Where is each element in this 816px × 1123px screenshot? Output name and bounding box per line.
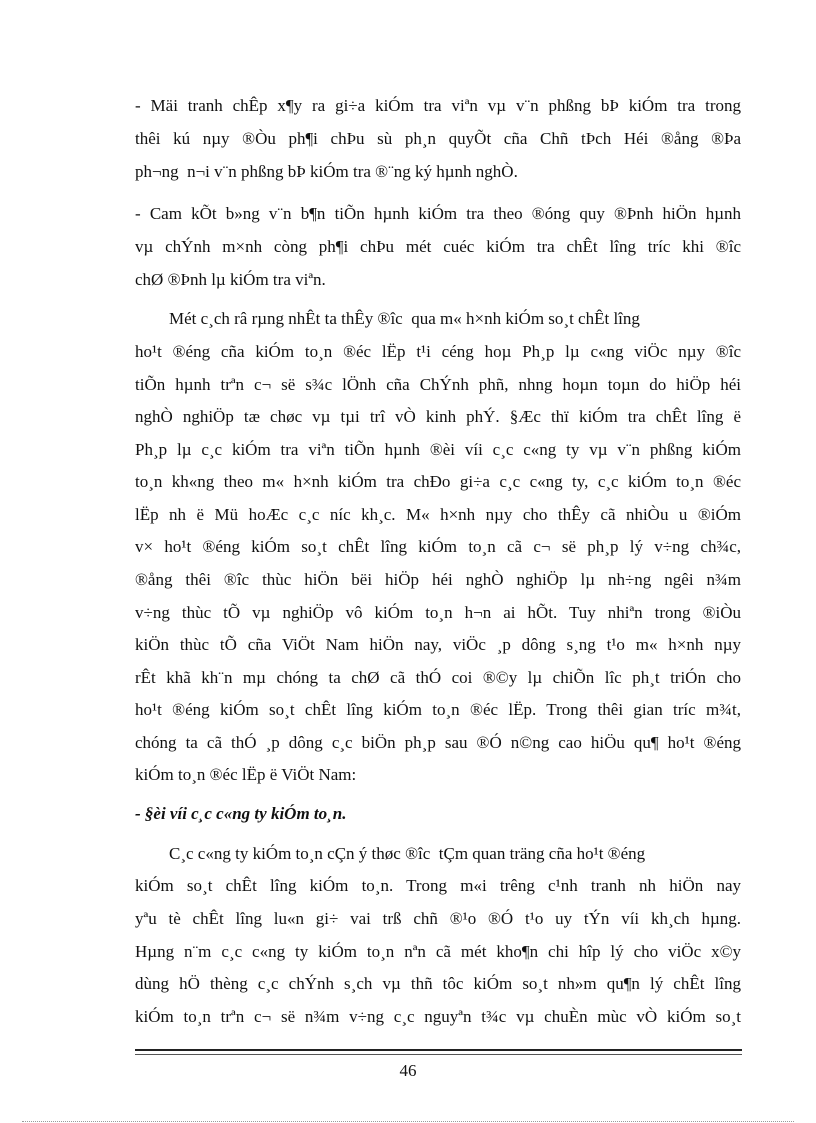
footer-rule-thin — [135, 1054, 742, 1055]
text-line: - Cam kÕt b»ng v¨n b¶n tiÕn hµnh kiÓm tra theo ®óng quy ®Þnh hiÖn hµnh — [135, 204, 741, 223]
text-line: nghÒ nghiÖp tæ chøc vµ tµi trî vÒ kinh phÝ. §Æc thï kiÓm tra chÊt lîng ë — [135, 407, 741, 426]
text-line: dùng hÖ thèng c¸c chÝnh s¸ch vµ thñ tôc kiÓm so¸t nh»m qu¶n lý chÊt lîng — [135, 974, 741, 993]
text-line: Mét c¸ch râ rµng nhÊt ta thÊy ®îc qua m« h×nh kiÓm so¸t chÊt lîng — [135, 309, 640, 328]
text-line: kiÓm to¸n ®éc lËp ë ViÖt Nam: — [135, 765, 357, 784]
text-line: chóng ta cã thÓ ¸p dông c¸c biÖn ph¸p sau ®Ó n©ng cao hiÖu qu¶ ho¹t ®éng — [135, 733, 741, 752]
text-line: lËp nh ë Mü hoÆc c¸c níc kh¸c. M« h×nh nµy cho thÊy cã nhiÒu u ®iÓm — [135, 505, 741, 524]
text-line: v× ho¹t ®éng kiÓm so¸t chÊt lîng kiÓm to¸n cã c¬ së ph¸p lý v÷ng ch¾c, — [135, 537, 741, 556]
text-line: tiÕn hµnh trªn c¬ së s¾c lÖnh cña ChÝnh phñ, nhng hoµn toµn do hiÖp héi — [135, 375, 741, 394]
text-line: rÊt khã kh¨n mµ chóng ta chØ cã thÓ coi ®©y lµ chiÕn lîc ph¸t triÓn cho — [135, 668, 741, 687]
text-line: Ph¸p lµ c¸c kiÓm tra viªn tiÕn hµnh ®èi víi c¸c c«ng ty vµ v¨n phßng kiÓm — [135, 440, 741, 459]
text-line: ph¬ng n¬i v¨n phßng bÞ kiÓm tra ®¨ng ký hµnh nghÒ. — [135, 162, 518, 181]
text-line: kiÓm so¸t chÊt lîng kiÓm to¸n. Trong m«i trêng c¹nh tranh nh hiÖn nay — [135, 876, 741, 895]
text-line: v÷ng thùc tÕ vµ nghiÖp vô kiÓm to¸n h¬n ai hÕt. Tuy nhiªn trong ®iÒu — [135, 603, 741, 622]
section-heading: - §èi víi c¸c c«ng ty kiÓm to¸n. — [135, 804, 347, 823]
text-line: kiÖn thùc tÕ cña ViÖt Nam hiÖn nay, viÖc ¸p dông s¸ng t¹o m« h×nh nµy — [135, 635, 741, 654]
text-line: C¸c c«ng ty kiÓm to¸n cÇn ý thøc ®îc tÇm quan träng cña ho¹t ®éng — [135, 844, 646, 863]
footer-rule — [135, 1049, 742, 1051]
page-bottom-border — [22, 1121, 794, 1122]
text-line: ®ång thêi ®îc thùc hiÖn bëi hiÖp héi nghÒ nghiÖp lµ nh÷ng ngêi n¾m — [135, 570, 741, 589]
text-line: ho¹t ®éng cña kiÓm to¸n ®éc lËp t¹i céng hoµ Ph¸p lµ c«ng viÖc nµy ®îc — [135, 342, 741, 361]
text-line: ho¹t ®éng kiÓm so¸t chÊt lîng kiÓm to¸n ®éc lËp. Trong thêi gian tríc m¾t, — [135, 700, 741, 719]
text-line: yªu tè chÊt lîng lu«n gi÷ vai trß chñ ®¹o ®Ó t¹o uy tÝn víi kh¸ch hµng. — [135, 909, 741, 928]
text-line: Hµng n¨m c¸c c«ng ty kiÓm to¸n nªn cã mét kho¶n chi hîp lý cho viÖc x©y — [135, 942, 741, 961]
text-line: chØ ®Þnh lµ kiÓm tra viªn. — [135, 270, 326, 289]
text-line: vµ chÝnh m×nh còng ph¶i chÞu mét cuéc kiÓm tra chÊt lîng tríc khi ®îc — [135, 237, 741, 256]
text-line: to¸n kh«ng theo m« h×nh kiÓm tra chÐo gi÷a c¸c c«ng ty, c¸c kiÓm to¸n ®éc — [135, 472, 741, 491]
page-number: 46 — [399, 1061, 417, 1080]
text-line: - Mäi tranh chÊp x¶y ra gi÷a kiÓm tra viªn vµ v¨n phßng bÞ kiÓm tra trong — [135, 96, 741, 115]
text-line: kiÓm to¸n trªn c¬ së n¾m v÷ng c¸c nguyªn t¾c vµ chuÈn mùc vÒ kiÓm so¸t — [135, 1007, 741, 1026]
text-line: thêi kú nµy ®Òu ph¶i chÞu sù ph¸n quyÕt cña Chñ tÞch Héi ®ång ®Þa — [135, 129, 741, 148]
